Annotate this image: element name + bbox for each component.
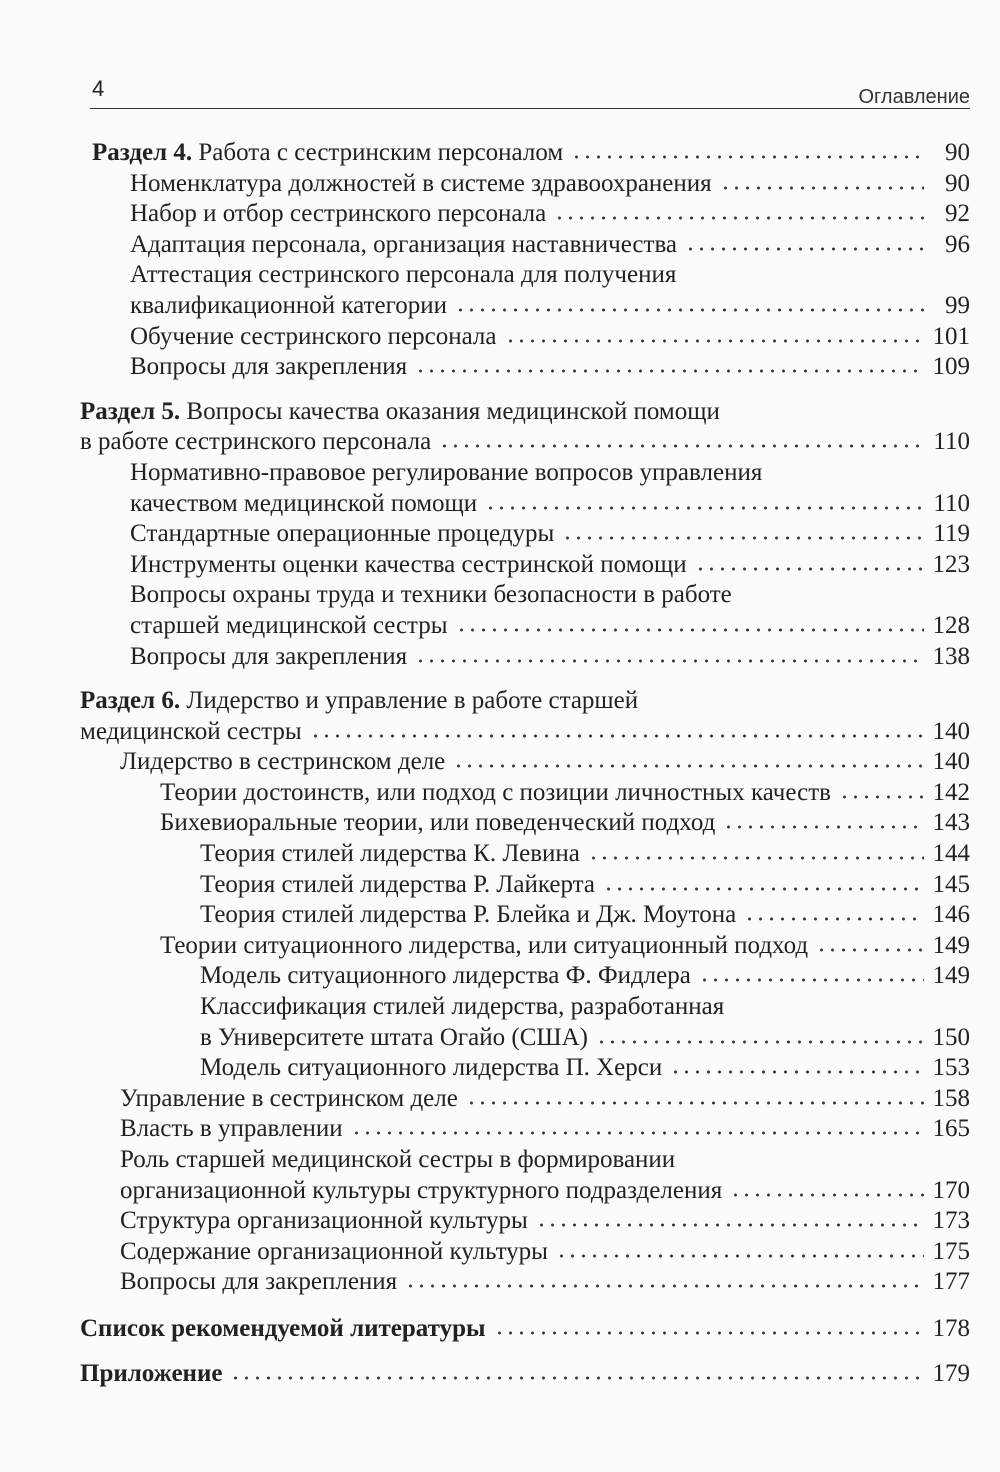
entry-title-last (160, 808, 715, 839)
page-ref: 92 (945, 200, 970, 228)
dot-leader (485, 505, 924, 511)
section-label: Раздел 4. (92, 139, 193, 166)
toc-entry (80, 458, 970, 519)
entry-title-text: Обучение сестринского персонала (130, 322, 497, 350)
section-label: Раздел 6. (80, 687, 181, 715)
page-ref: 90 (945, 169, 970, 197)
heading-title-first: Лидерство и управление в работе старшей (180, 687, 639, 715)
heading-first-line (80, 397, 970, 428)
toc-entry-row (80, 1359, 970, 1390)
page-ref: 173 (932, 1207, 970, 1235)
entry-title-text: Бихевиоральные теории, или поведенческий подход (160, 809, 716, 837)
entry-title-text: Стандартные операционные процедуры (130, 520, 555, 548)
section-heading (80, 138, 970, 169)
final-entry (80, 1359, 970, 1390)
toc-entry-row (160, 808, 970, 839)
toc-entry-row (80, 1314, 970, 1345)
page-ref: 150 (932, 1023, 970, 1051)
toc-entry (80, 808, 970, 839)
page-ref: 99 (945, 291, 970, 319)
entry-title-line: Аттестация сестринского персонала для получения (130, 261, 677, 289)
toc-entry-row (130, 199, 970, 230)
toc-entry (80, 931, 970, 962)
toc-entry (80, 961, 970, 992)
entry-title-text: в работе сестринского персонала (80, 428, 432, 456)
entry-title-text: медицинской сестры (80, 717, 302, 745)
toc-entry-row (130, 550, 970, 581)
page-ref: 109 (932, 353, 970, 381)
toc-entry (80, 260, 970, 321)
page-ref: 177 (932, 1268, 970, 1296)
entry-title-text: Лидерство в сестринском деле (120, 748, 446, 776)
toc-entry (80, 1267, 970, 1298)
dot-leader (453, 763, 924, 769)
toc-entry (80, 992, 970, 1053)
running-title: Оглавление (858, 86, 970, 108)
final-entry-title: Приложение (80, 1359, 223, 1387)
toc-entry-row (130, 611, 970, 642)
final-entry-title: Список рекомендуемой литературы (80, 1314, 486, 1342)
entry-title-last (130, 352, 407, 383)
entry-title-last (200, 961, 691, 992)
page-ref: 165 (932, 1115, 970, 1143)
toc-entry (80, 778, 970, 809)
dot-leader (816, 947, 924, 953)
page-ref: 110 (933, 428, 970, 456)
heading-first-line (80, 686, 970, 717)
toc-entry-row (120, 1114, 970, 1145)
page-number: 4 (92, 76, 105, 101)
entry-title-last (130, 642, 407, 673)
spacer (80, 1345, 970, 1359)
section-heading (80, 686, 970, 747)
page-ref: 138 (932, 642, 970, 670)
page-ref: 119 (933, 520, 970, 548)
entry-title-text: Теории достоинств, или подход с позиции личностных качеств (160, 778, 831, 806)
dot-leader (439, 443, 924, 449)
page-ref: 179 (932, 1359, 970, 1387)
entry-title-last (200, 1023, 588, 1054)
entry-title-last (130, 199, 546, 230)
entry-title-text: Власть в управлении (120, 1115, 343, 1143)
toc-entry (80, 1084, 970, 1115)
entry-title-text: Содержание организационной культуры (120, 1237, 548, 1265)
dot-leader (351, 1130, 924, 1136)
page-ref: 143 (932, 809, 970, 837)
entry-title-last (200, 839, 580, 870)
entry-title-last (120, 1084, 458, 1115)
dot-leader (505, 338, 925, 344)
entry-title-text: Управление в сестринском деле (120, 1084, 458, 1112)
entry-title-last (200, 870, 595, 901)
entry-title-last (120, 1206, 528, 1237)
toc-entry (80, 169, 970, 200)
toc-entry-row (200, 961, 970, 992)
entry-title-last (120, 1267, 397, 1298)
dot-leader (455, 307, 924, 313)
dot-leader (554, 215, 924, 221)
entry-title-text: Инструменты оценки качества сестринской помощи (130, 550, 687, 578)
entry-title-last (200, 900, 736, 931)
entry-title-text: Теория стилей лидерства Р. Блейка и Дж. Моутона (200, 901, 737, 929)
page-ref: 96 (945, 230, 970, 258)
toc-entry (80, 519, 970, 550)
entry-title-last (120, 747, 445, 778)
dot-leader (536, 1222, 924, 1228)
toc-entry (80, 1206, 970, 1237)
dot-leader (670, 1069, 924, 1075)
page-ref: 158 (932, 1084, 970, 1112)
dot-leader (556, 1253, 924, 1259)
dot-leader (405, 1283, 924, 1289)
toc-entry-row (200, 900, 970, 931)
heading-title-first: Вопросы качества оказания медицинской помощи (180, 397, 720, 425)
entry-title-text: Вопросы для закрепления (120, 1268, 398, 1296)
section-gap (80, 383, 970, 397)
dot-leader (494, 1330, 924, 1336)
entry-title-last (130, 519, 554, 550)
entry-title-last (120, 1237, 548, 1268)
dot-leader (310, 733, 924, 739)
toc-entry-row (130, 519, 970, 550)
entry-title-line: Классификация стилей лидерства, разработанная (200, 993, 725, 1021)
page-ref: 140 (932, 748, 970, 776)
entry-title-last (130, 489, 477, 520)
toc-entry (80, 322, 970, 353)
toc-entry-row (92, 138, 970, 169)
dot-leader (695, 566, 924, 572)
entry-title-line: Вопросы охраны труда и техники безопасности в работе (130, 581, 732, 609)
page-ref: 178 (932, 1314, 970, 1342)
dot-leader (839, 794, 924, 800)
section-gap (80, 1298, 970, 1314)
dot-leader (562, 535, 924, 541)
entry-title-last (130, 322, 497, 353)
page-ref: 170 (932, 1176, 970, 1204)
page-ref: 175 (932, 1237, 970, 1265)
section-label: Раздел 5. (80, 397, 181, 425)
dot-leader (230, 1375, 924, 1381)
final-entry (80, 1314, 970, 1345)
entry-title-last (130, 611, 448, 642)
toc-entry (80, 580, 970, 641)
entry-title-last (130, 291, 447, 322)
entry-title-text: Вопросы для закрепления (130, 642, 408, 670)
entry-title-last (130, 169, 712, 200)
dot-leader (744, 916, 924, 922)
entry-title-last (80, 717, 302, 748)
section-heading (80, 397, 970, 458)
entry-title-text: организационной культуры структурного подразделения (120, 1176, 723, 1204)
toc-entry-row (130, 352, 970, 383)
toc-entry-row (200, 839, 970, 870)
toc-entry-row (120, 1237, 970, 1268)
toc-entry (80, 642, 970, 673)
page-ref: 149 (932, 931, 970, 959)
entry-title-text: Структура организационной культуры (120, 1207, 528, 1235)
toc-entry (80, 870, 970, 901)
dot-leader (730, 1192, 924, 1198)
page-ref: 140 (932, 717, 970, 745)
dot-leader (466, 1100, 924, 1106)
entry-title-text: в Университете штата Огайо (США) (200, 1023, 588, 1051)
dot-leader (685, 246, 924, 252)
toc-entry-row (80, 717, 970, 748)
toc-entry-row (120, 1176, 970, 1207)
page-ref: 144 (932, 840, 970, 868)
entry-title-last (130, 550, 687, 581)
toc-entry (80, 1053, 970, 1084)
toc-entry-row (130, 322, 970, 353)
page-ref: 101 (932, 322, 970, 350)
toc-entry-row (120, 1084, 970, 1115)
entry-title-text: Набор и отбор сестринского персонала (130, 200, 547, 228)
toc-entry (80, 550, 970, 581)
entry-title-text: Теория стилей лидерства К. Левина (200, 840, 580, 868)
dot-leader (571, 154, 924, 160)
entry-title-text: Работа с сестринским персоналом (192, 139, 564, 166)
toc-entry (80, 1145, 970, 1206)
entry-title-last (92, 138, 563, 169)
toc-entry-row (120, 1267, 970, 1298)
entry-title-line: Роль старшей медицинской сестры в формировании (120, 1146, 676, 1173)
page-header (90, 72, 970, 109)
page-ref: 149 (932, 962, 970, 990)
toc-entry (80, 352, 970, 383)
page-ref: 142 (932, 778, 970, 806)
toc-entry-row (130, 169, 970, 200)
entry-title-last (120, 1114, 343, 1145)
page-ref: 128 (932, 611, 970, 639)
entry-title-text: Вопросы для закрепления (130, 353, 408, 381)
dot-leader (415, 368, 924, 374)
page-ref: 110 (933, 489, 970, 517)
toc-entry (80, 747, 970, 778)
toc-entry (80, 230, 970, 261)
toc-entry-row (80, 427, 970, 458)
page-ref: 90 (945, 139, 970, 166)
entry-title-last (160, 931, 808, 962)
toc-entry (80, 1114, 970, 1145)
section-gap (80, 672, 970, 686)
toc-entry (80, 839, 970, 870)
dot-leader (456, 627, 924, 633)
dot-leader (603, 886, 924, 892)
entry-title-text: Номенклатура должностей в системе здравоохранения (130, 169, 712, 197)
entry-title-last (80, 427, 431, 458)
toc-entry-row (160, 931, 970, 962)
entry-title-last (160, 778, 831, 809)
toc-entry-row (120, 1206, 970, 1237)
toc-entry-row (130, 489, 970, 520)
page-ref: 145 (932, 870, 970, 898)
dot-leader (596, 1039, 924, 1045)
entry-title-text: Модель ситуационного лидерства Ф. Фидлера (200, 962, 691, 990)
dot-leader (720, 185, 924, 191)
dot-leader (588, 855, 924, 861)
dot-leader (723, 824, 924, 830)
page-ref: 146 (932, 901, 970, 929)
entry-title-last (130, 230, 677, 261)
toc-entry (80, 1237, 970, 1268)
table-of-contents (80, 138, 970, 1389)
entry-title-line: Нормативно-правовое регулирование вопросов управления (130, 458, 763, 486)
entry-title-text: Адаптация персонала, организация наставничества (130, 230, 678, 258)
toc-entry-row (130, 291, 970, 322)
toc-entry-row (160, 778, 970, 809)
toc-entry-row (130, 642, 970, 673)
toc-entry-row (200, 870, 970, 901)
toc-entry-row (200, 1023, 970, 1054)
page-ref: 123 (932, 550, 970, 578)
toc-entry-row (200, 1053, 970, 1084)
entry-title-text: квалификационной категории (130, 291, 448, 319)
toc-entry-row (130, 230, 970, 261)
dot-leader (415, 658, 924, 664)
entry-title-text: Теория стилей лидерства Р. Лайкерта (200, 870, 595, 898)
page-ref: 153 (932, 1054, 970, 1082)
entry-title-text: старшей медицинской сестры (130, 611, 448, 639)
entry-title-text: Модель ситуационного лидерства П. Херси (200, 1054, 663, 1082)
entry-title-text: Теории ситуационного лидерства, или ситуационный подход (160, 931, 809, 959)
entry-title-text: качеством медицинской помощи (130, 489, 478, 517)
entry-title-last (120, 1176, 722, 1207)
entry-title-last (200, 1053, 662, 1084)
toc-entry-row (120, 747, 970, 778)
toc-entry (80, 900, 970, 931)
dot-leader (699, 977, 924, 983)
toc-entry (80, 199, 970, 230)
